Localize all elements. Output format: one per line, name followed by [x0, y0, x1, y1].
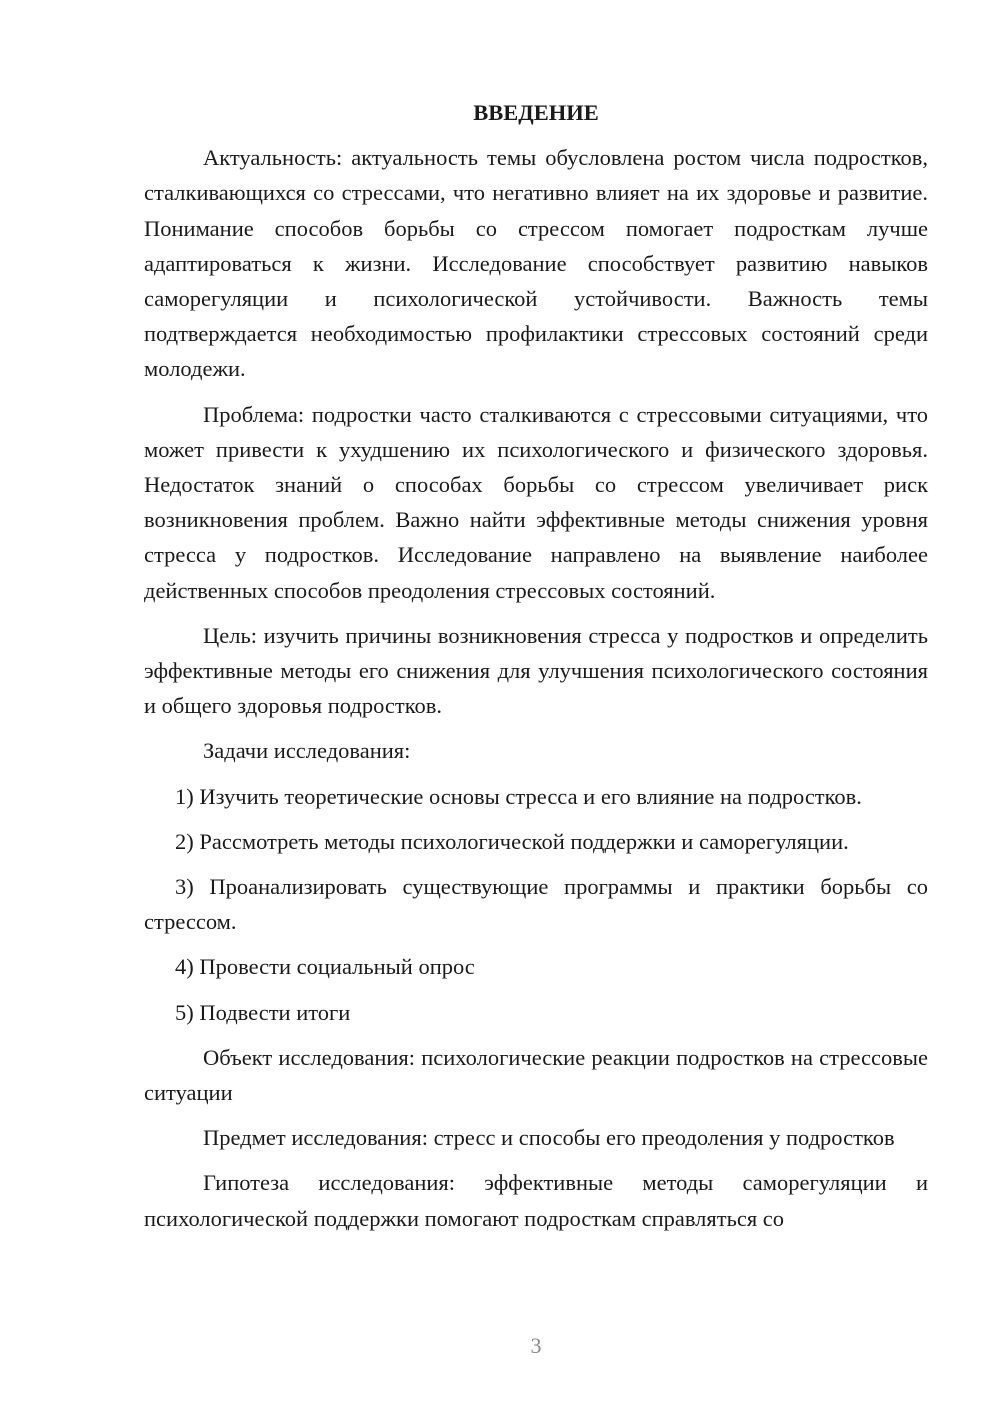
page-content [144, 95, 928, 1246]
problem-paragraph: Проблема: подростки часто сталкиваются с стрессовыми ситуациями, что может привести к ухудшению их психологического и физического здоровья. Недостаток знаний о способах борьбы со стрессом увеличивает риск возникновения проблем. Важно найти эффективные методы снижения уровня стресса у подростков. Исследование направлено на выявление наиболее действенных способов преодоления стрессовых состояний. [144, 401, 928, 603]
subject-paragraph: Предмет исследования: стресс и способы его преодоления у подростков [203, 1125, 895, 1151]
page-number: 3 [530, 1333, 542, 1358]
page-title: ВВЕДЕНИЕ [473, 100, 599, 125]
goal-paragraph: Цель: изучить причины возникновения стресса у подростков и определить эффективные методы его снижения для улучшения психологического состояния и общего здоровья подростков. [144, 622, 928, 719]
task-item-3: 3) Проанализировать существующие программы и практики борьбы со стрессом. [144, 874, 928, 935]
object-paragraph: Объект исследования: психологические реакции подростков на стрессовые ситуации [144, 1044, 928, 1106]
relevance-paragraph: Актуальность: актуальность темы обусловлена ростом числа подростков, сталкивающихся со стрессами, что негативно влияет на их здоровье и развитие. Понимание способов борьбы со стрессом помогает подросткам лучше адаптироваться к жизни. Исследование способствует развитию навыков саморегуляции и психологической устойчивости. Важность темы подтверждается необходимостью профилактики стрессовых состояний среди молодежи. [144, 145, 928, 382]
task-item-2: 2) Рассмотреть методы психологической поддержки и саморегуляции. [175, 828, 849, 854]
task-item-1: 1) Изучить теоретические основы стресса и его влияние на подростков. [175, 783, 862, 809]
task-item-4: 4) Провести социальный опрос [175, 954, 475, 980]
hypothesis-paragraph: Гипотеза исследования: эффективные методы саморегуляции и психологической поддержки помогают подросткам справляться со [144, 1170, 928, 1231]
task-item-5: 5) Подвести итоги [175, 999, 351, 1025]
tasks-title: Задачи исследования: [203, 738, 411, 764]
